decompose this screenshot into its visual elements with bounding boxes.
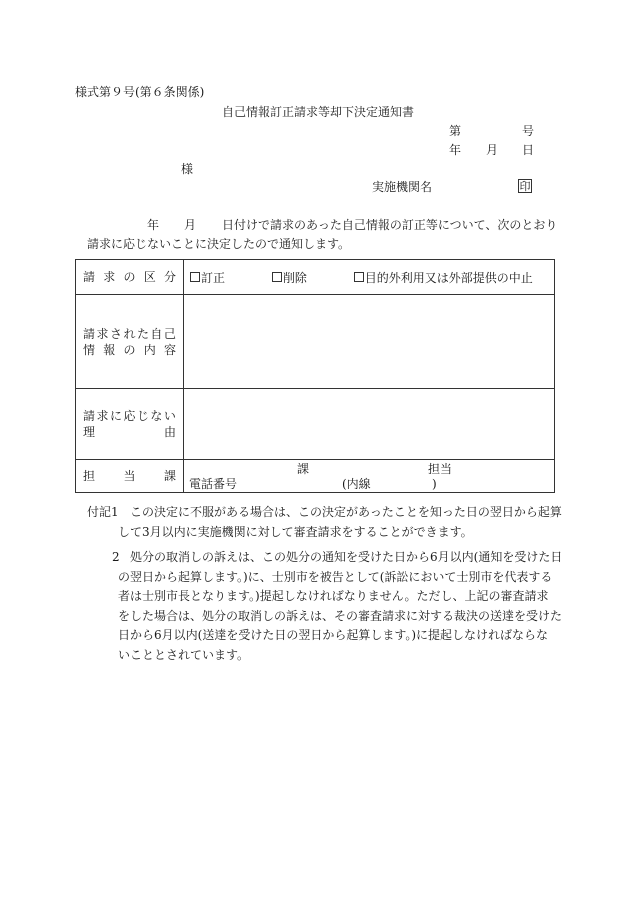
extension-close: ) bbox=[432, 477, 437, 491]
decision-form-table bbox=[75, 259, 555, 493]
intro-month: 月 bbox=[184, 218, 197, 232]
checkbox-correction[interactable]: 訂正 bbox=[190, 269, 225, 286]
table-row bbox=[76, 389, 555, 460]
extension-open: (内線 bbox=[342, 477, 371, 491]
table-row bbox=[76, 260, 555, 295]
note2-line: の翌日から起算します。)に、士別市を被告として(訴訟において士別市を代表する bbox=[118, 569, 553, 584]
section-tanto: 担当 bbox=[428, 462, 453, 476]
date-year: 年 bbox=[449, 143, 462, 157]
doc-number-dai: 第 bbox=[449, 124, 462, 138]
checkbox-icon bbox=[190, 272, 200, 282]
checkbox-stop-use[interactable]: 目的外利用又は外部提供の中止 bbox=[354, 269, 533, 286]
label-requested-info: 請 求 さ れ た 自 己 情 報 の 内 容 bbox=[76, 295, 184, 389]
request-type-options bbox=[184, 260, 555, 295]
intro-year: 年 bbox=[147, 218, 160, 232]
refusal-reason-field[interactable] bbox=[184, 389, 555, 460]
document-title: 自己情報訂正請求等却下決定通知書 bbox=[222, 105, 415, 119]
checkbox-icon bbox=[354, 272, 364, 282]
phone-label: 電話番号 bbox=[189, 477, 238, 491]
seal-stamp: 印 bbox=[519, 180, 531, 193]
responsible-section-field bbox=[184, 460, 555, 493]
section-ka: 課 bbox=[297, 462, 310, 476]
label-responsible-section: 担 当 課 bbox=[76, 460, 184, 493]
table-row bbox=[76, 295, 555, 389]
date-day: 日 bbox=[522, 143, 535, 157]
label-refusal-reason: 請 求 に 応 じ な い 理 由 bbox=[76, 389, 184, 460]
table-row bbox=[76, 460, 555, 493]
note2-line: 日から6月以内(送達を受けた日の翌日から起算します。)に提起しなければならな bbox=[118, 628, 549, 642]
note1-line: この決定に不服がある場合は、この決定があったことを知った日の翌日から起算 bbox=[130, 505, 562, 519]
date-month: 月 bbox=[486, 143, 499, 157]
addressee-suffix: 様 bbox=[181, 162, 194, 176]
doc-number-go: 号 bbox=[522, 124, 535, 138]
note2-prefix: 2 bbox=[112, 550, 120, 564]
note2-line: をした場合は、処分の取消しの訴えは、その審査請求に対する裁決の送達を受けた bbox=[118, 608, 563, 623]
requested-info-field[interactable] bbox=[184, 295, 555, 389]
checkbox-deletion[interactable]: 削除 bbox=[272, 269, 307, 286]
note2-line: 処分の取消しの訴えは、この処分の通知を受けた日から6月以内(通知を受けた日 bbox=[130, 550, 563, 564]
checkbox-icon bbox=[272, 272, 282, 282]
note2-line: いこととされています。 bbox=[118, 647, 250, 662]
intro-line1: 日付けで請求のあった自己情報の訂正等について、次のとおり bbox=[222, 218, 558, 232]
agency-label: 実施機関名 bbox=[372, 180, 433, 194]
label-request-type: 請 求 の 区 分 bbox=[76, 260, 184, 295]
note2-line: 者は士別市長となります。)提起しなければなりません。ただし、上記の審査請求 bbox=[118, 589, 549, 603]
intro-line2: 請求に応じないことに決定したので通知します。 bbox=[87, 237, 351, 251]
note1-line: して3月以内に実施機関に対して審査請求をすることができます。 bbox=[118, 524, 473, 539]
form-number: 様式第９号(第６条関係) bbox=[75, 85, 205, 99]
note1-prefix: 付記1 bbox=[87, 505, 119, 519]
